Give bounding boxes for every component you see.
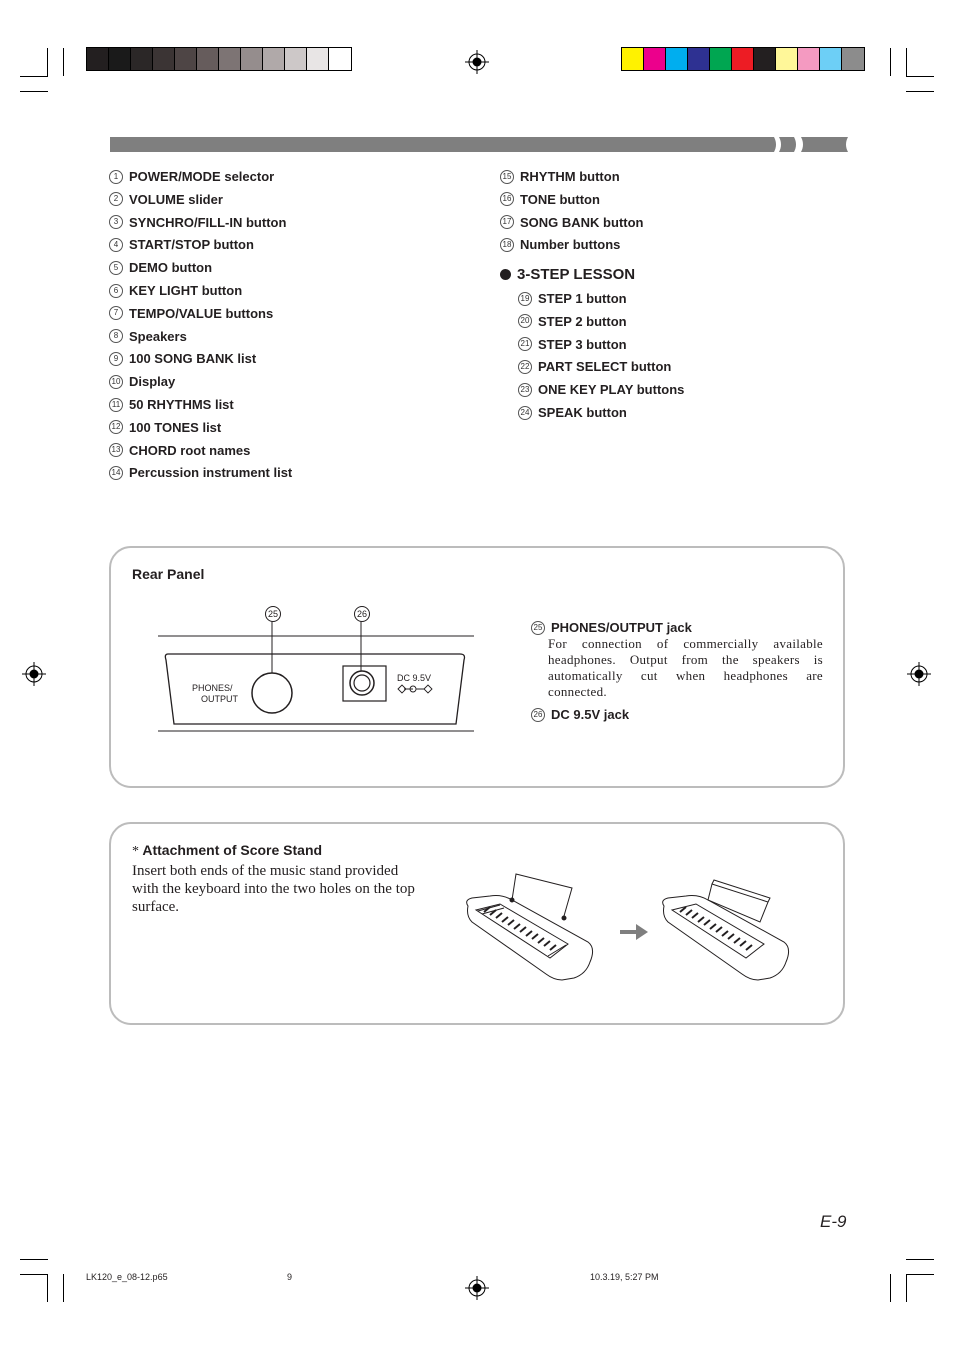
item-label: Percussion instrument list: [129, 465, 293, 481]
color-swatch: [109, 48, 131, 70]
color-swatch: [710, 48, 732, 70]
list-item: [518, 405, 627, 420]
crop-mark: [890, 48, 891, 76]
list-item: [109, 306, 273, 321]
list-item: [109, 215, 286, 230]
crop-mark: [63, 1274, 64, 1302]
list-item: [500, 215, 643, 230]
callout-26: 26: [354, 606, 370, 622]
item-number: 7: [109, 306, 123, 320]
color-swatch: [732, 48, 754, 70]
footer-filename: LK120_e_08-12.p65: [86, 1272, 168, 1282]
keyboard-before: [467, 874, 593, 980]
item-label: PHONES/OUTPUT jack: [551, 620, 692, 635]
rear-panel-title: Rear Panel: [132, 566, 205, 582]
color-swatch: [842, 48, 864, 70]
item-label: 100 TONES list: [129, 419, 222, 435]
header-band-tabs: [770, 137, 850, 152]
item-number: 4: [109, 238, 123, 252]
item-number: 8: [109, 329, 123, 343]
item-label: VOLUME slider: [129, 191, 223, 207]
crop-mark: [20, 91, 48, 92]
color-swatch: [307, 48, 329, 70]
item-number: 12: [109, 420, 123, 434]
step-lesson-title: 3-STEP LESSON: [517, 266, 636, 283]
list-item: [500, 237, 620, 252]
list-item: [518, 382, 684, 397]
asterisk: *: [132, 844, 139, 859]
crop-mark: [890, 1274, 891, 1302]
color-swatch: [285, 48, 307, 70]
item-number: 26: [531, 708, 545, 722]
color-swatch: [688, 48, 710, 70]
list-item: [518, 291, 627, 306]
rear-item-25: [531, 620, 692, 635]
item-number: 13: [109, 443, 123, 457]
item-number: 25: [531, 621, 545, 635]
item-label: CHORD root names: [129, 442, 251, 458]
color-swatch: [754, 48, 776, 70]
item-label: Number buttons: [520, 237, 621, 253]
list-item: [109, 283, 242, 298]
item-number: 9: [109, 352, 123, 366]
color-swatch: [644, 48, 666, 70]
item-number: 23: [518, 383, 532, 397]
color-swatch: [622, 48, 644, 70]
crop-mark: [20, 1259, 48, 1260]
header-band: [110, 137, 774, 152]
item-label: STEP 3 button: [538, 336, 627, 352]
item-number: 14: [109, 466, 123, 480]
rear-panel-diagram: [150, 600, 480, 740]
list-item: [109, 192, 223, 207]
item-number: 24: [518, 406, 532, 420]
list-item: [109, 237, 254, 252]
bullet-icon: [500, 269, 511, 280]
list-item: [109, 443, 250, 458]
crop-mark: [47, 1274, 48, 1302]
step-lesson-heading: [500, 266, 635, 283]
item-number: 6: [109, 284, 123, 298]
color-swatch: [175, 48, 197, 70]
page-number: E-9: [820, 1212, 847, 1231]
item-label: RHYTHM button: [520, 169, 620, 184]
footer-timestamp: 10.3.19, 5:27 PM: [590, 1272, 659, 1282]
dc-label: DC 9.5V: [397, 673, 432, 683]
item-number: 21: [518, 337, 532, 351]
color-swatch: [666, 48, 688, 70]
crop-mark: [63, 48, 64, 76]
item-label: ONE KEY PLAY buttons: [538, 382, 685, 398]
list-item: [109, 329, 187, 344]
crop-mark: [20, 1274, 48, 1275]
item-label: Display: [129, 374, 176, 390]
color-swatch: [798, 48, 820, 70]
list-item: [518, 337, 627, 352]
color-swatch: [153, 48, 175, 70]
color-swatch: [329, 48, 351, 70]
crop-mark: [47, 48, 48, 76]
color-swatch: [219, 48, 241, 70]
crop-mark: [906, 76, 934, 77]
item-label: SONG BANK button: [520, 214, 644, 230]
item-label: KEY LIGHT button: [129, 283, 243, 298]
list-item: [109, 260, 212, 275]
item-number: 18: [500, 238, 514, 252]
color-swatch: [197, 48, 219, 70]
color-swatch: [776, 48, 798, 70]
color-swatch: [820, 48, 842, 70]
item-number: 16: [500, 192, 514, 206]
list-item: [109, 420, 221, 435]
item-label: DC 9.5V jack: [551, 707, 630, 722]
item-number: 5: [109, 261, 123, 275]
list-item: [518, 359, 671, 374]
list-item: [109, 374, 175, 389]
phones-label-line-1: PHONES/: [192, 683, 233, 693]
item-number: 3: [109, 215, 123, 229]
item-number: 20: [518, 314, 532, 328]
list-item: [518, 314, 627, 329]
color-swatch: [131, 48, 153, 70]
crop-mark: [906, 48, 907, 76]
score-stand-text: Insert both ends of the music stand provided with the keyboard into the two holes on the top surface.: [132, 863, 415, 915]
item-label: STEP 1 button: [538, 291, 627, 306]
list-item: [109, 169, 274, 184]
item-number: 15: [500, 170, 514, 184]
item-label: Speakers: [129, 328, 187, 344]
crop-mark: [906, 1274, 907, 1302]
list-item: [500, 192, 600, 207]
item-label: SYNCHRO/FILL-IN button: [129, 214, 287, 230]
crop-mark: [906, 1274, 934, 1275]
item-number: 19: [518, 292, 532, 306]
item-number: 2: [109, 192, 123, 206]
keyboard-illustration: [460, 866, 800, 986]
item-label: TEMPO/VALUE buttons: [129, 305, 274, 321]
registration-mark-icon: [907, 662, 931, 686]
crop-mark: [906, 91, 934, 92]
phones-output-label: [192, 683, 238, 705]
keyboard-after: [663, 880, 789, 980]
item-label: POWER/MODE selector: [129, 169, 275, 184]
item-label: DEMO button: [129, 260, 213, 276]
list-item: [109, 351, 256, 366]
color-swatch: [87, 48, 109, 70]
item-label: START/STOP button: [129, 237, 254, 253]
color-bar: [621, 47, 865, 71]
item-label: TONE button: [520, 191, 600, 207]
phones-jack-description: For connection of commercially available headphones. Output from the speakers is automatically cut when headphones are connected.: [548, 636, 823, 699]
list-item: [109, 397, 234, 412]
list-item: [500, 169, 620, 184]
grayscale-bar: [86, 47, 352, 71]
crop-mark: [906, 1259, 934, 1260]
footer-page: 9: [287, 1272, 293, 1282]
arrow-right-icon: [620, 924, 648, 940]
item-label: STEP 2 button: [538, 313, 627, 329]
registration-mark-icon: [22, 662, 46, 686]
item-label: PART SELECT button: [538, 359, 672, 375]
item-number: 22: [518, 360, 532, 374]
item-number: 10: [109, 375, 123, 389]
item-label: SPEAK button: [538, 405, 627, 420]
score-stand-title: Attachment of Score Stand: [142, 842, 323, 858]
item-number: 1: [109, 170, 123, 184]
crop-mark: [20, 76, 48, 77]
color-swatch: [241, 48, 263, 70]
phones-label-line-2: OUTPUT: [201, 694, 238, 704]
registration-mark-icon: [465, 50, 489, 74]
item-number: 17: [500, 215, 514, 229]
item-label: 50 RHYTHMS list: [129, 397, 234, 412]
rear-item-26: [531, 707, 629, 722]
score-stand-heading: [132, 842, 322, 860]
registration-mark-icon: [465, 1276, 489, 1300]
item-label: 100 SONG BANK list: [129, 351, 257, 367]
list-item: [109, 465, 292, 480]
item-number: 11: [109, 398, 123, 412]
callout-25: 25: [265, 606, 281, 622]
color-swatch: [263, 48, 285, 70]
